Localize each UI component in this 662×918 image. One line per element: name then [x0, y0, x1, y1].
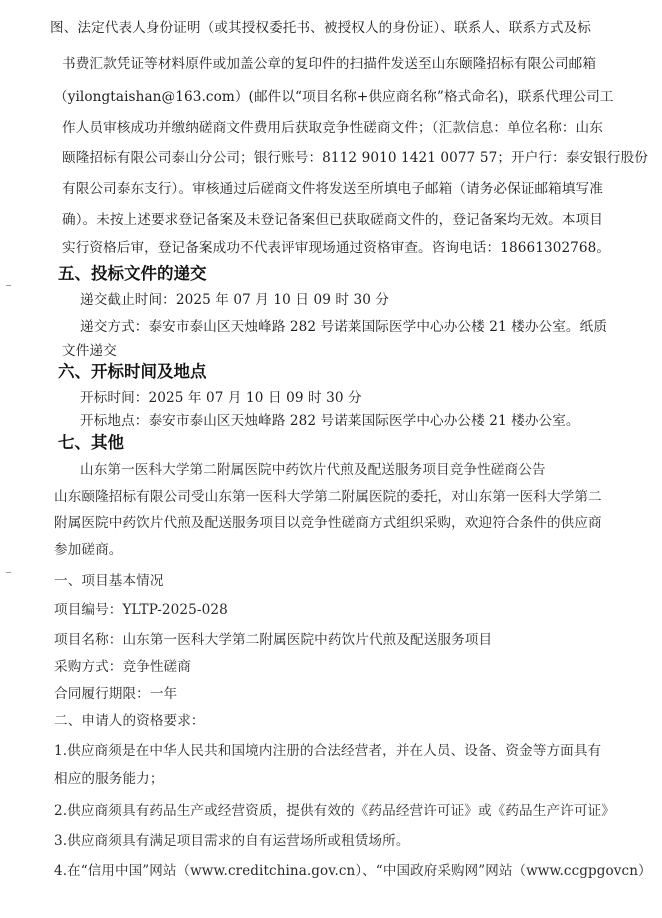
body-line: 3.供应商须具有满足项目需求的自有运营场所或租赁场所。	[54, 833, 410, 849]
body-line: 相应的服务能力；	[54, 771, 164, 787]
body-line: 项目名称：山东第一医科大学第二附属医院中药饮片代煎及配送服务项目	[54, 632, 493, 648]
body-line: 递交方式：泰安市泰山区天烛峰路 282 号诺莱国际医学中心办公楼 21 楼办公室。纸质	[80, 319, 608, 335]
body-line: 有限公司泰东支行）。审核通过后磋商文件将发送至所填电子邮箱（请务必保证邮箱填写准	[62, 181, 603, 197]
body-line: 递交截止时间：2025 年 07 月 10 日 09 时 30 分	[80, 292, 390, 308]
body-line: 二、申请人的资格要求：	[54, 713, 205, 729]
body-line: 采购方式：竞争性磋商	[54, 659, 191, 675]
margin-mark	[6, 572, 11, 573]
body-line: 开标地点：泰安市泰山区天烛峰路 282 号诺莱国际医学中心办公楼 21 楼办公室。	[80, 413, 580, 429]
body-line: 4.在“信用中国”网站（www.creditchina.gov.cn）、“中国政府采购网”网站（www.ccgpgovcn）	[54, 863, 652, 879]
body-line: 1.供应商须是在中华人民共和国境内注册的合法经营者，并在人员、设备、资金等方面具有	[54, 743, 602, 759]
body-line: 开标时间：2025 年 07 月 10 日 09 时 30 分	[80, 390, 362, 406]
body-line: 文件递交	[62, 343, 117, 359]
body-line: 山东第一医科大学第二附属医院中药饮片代煎及配送服务项目竞争性磋商公告	[80, 462, 546, 478]
body-line: 作人员审核成功并缴纳磋商文件费用后获取竞争性磋商文件；（汇款信息：单位名称：山东	[62, 120, 603, 136]
section-heading: 七、其他	[58, 433, 124, 452]
body-line: 一、项目基本情况	[54, 573, 164, 589]
body-line: 山东颐隆招标有限公司受山东第一医科大学第二附属医院的委托，对山东第一医科大学第二	[54, 489, 602, 505]
body-line: （yilongtaishan@163.com）(邮件以“项目名称+供应商名称”格式命名)，联系代理公司工	[54, 89, 614, 105]
body-line: 项目编号：YLTP-2025-028	[54, 602, 228, 618]
body-line: 书费汇款凭证等材料原件或加盖公章的复印件的扫描件发送至山东颐隆招标有限公司邮箱	[62, 56, 597, 72]
body-line: 颐隆招标有限公司泰山分公司；银行账号：8112 9010 1421 0077 57；开户行：泰安银行股份	[62, 150, 648, 166]
body-line: 确）。未按上述要求登记备案及未登记备案但已获取磋商文件的，登记备案均无效。本项目	[62, 212, 603, 228]
body-line: 附属医院中药饮片代煎及配送服务项目以竞争性磋商方式组织采购，欢迎符合条件的供应商	[54, 515, 602, 531]
section-heading: 五、投标文件的递交	[58, 264, 207, 283]
body-line: 2.供应商须具有药品生产或经营资质，提供有效的《药品经营许可证》或《药品生产许可证》	[54, 803, 615, 819]
body-line: 实行资格后审，登记备案成功不代表评审现场通过资格审查。咨询电话：18661302768。	[62, 240, 611, 256]
section-heading: 六、开标时间及地点	[58, 362, 207, 381]
body-line: 图、法定代表人身份证明（或其授权委托书、被授权人的身份证）、联系人、联系方式及标	[50, 20, 591, 36]
body-line: 参加磋商。	[54, 542, 123, 558]
body-line: 合同履行期限：一年	[54, 686, 178, 702]
margin-mark	[6, 285, 11, 286]
